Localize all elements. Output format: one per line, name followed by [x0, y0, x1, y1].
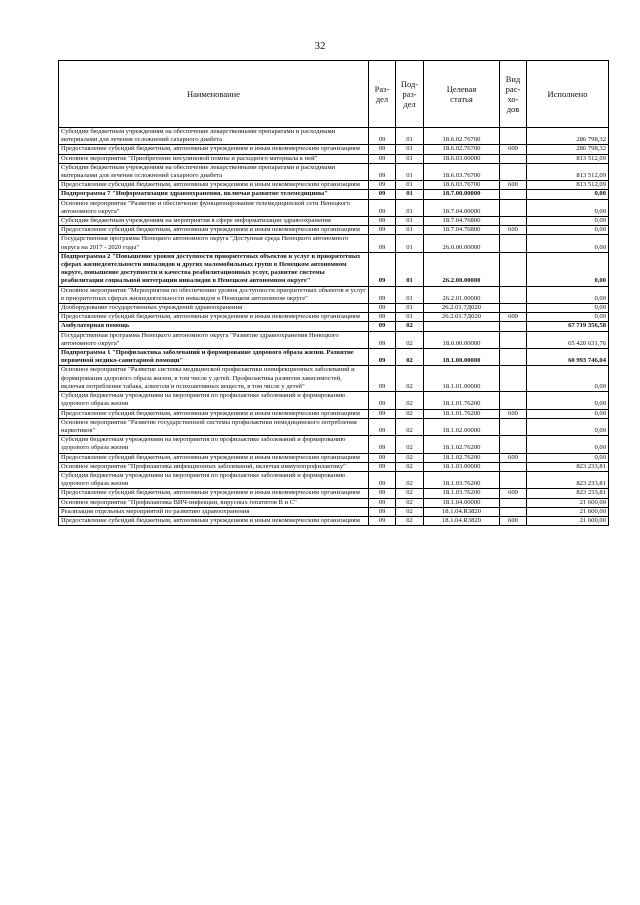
cell-target-article: 18.1.04.R3820: [424, 507, 500, 516]
cell-name: Субсидии бюджетным учреждениям на обеспечение лекарственными препаратами и расходными материалами для лечения осложнений сахарного диабета: [59, 128, 369, 145]
table-row: [59, 331, 609, 348]
cell-razdel: 09: [369, 349, 396, 366]
cell-name: Предоставление субсидий бюджетным, автономным учреждениям и иным некоммерческим организациям: [59, 313, 369, 322]
cell-razdel: 09: [369, 409, 396, 418]
cell-expense-type: 600: [500, 226, 527, 235]
cell-name: Основное мероприятие "Развитие и обеспечение функционирования телемедицинской сети Ненецкого автономного округа": [59, 199, 369, 216]
cell-expense-type: [500, 418, 527, 435]
cell-executed: 0,00: [527, 252, 609, 286]
cell-podrazdel: 01: [396, 252, 424, 286]
cell-executed: 813 512,09: [527, 163, 609, 180]
cell-expense-type: [500, 436, 527, 453]
header-vid: Вид рас- хо- дов: [500, 61, 527, 128]
table-row: [59, 217, 609, 226]
cell-razdel: 09: [369, 163, 396, 180]
cell-name: Субсидии бюджетным учреждениям на обеспечение лекарственными препаратами и расходными материалами для лечения осложнений сахарного диабета: [59, 163, 369, 180]
cell-target-article: 18.1.03.76200: [424, 471, 500, 488]
table-row: [59, 252, 609, 286]
table-row: [59, 235, 609, 252]
cell-target-article: 26.2.00.00000: [424, 252, 500, 286]
cell-razdel: 09: [369, 181, 396, 190]
cell-expense-type: [500, 235, 527, 252]
table-row: [59, 145, 609, 154]
cell-name: Амбулаторная помощь: [59, 322, 369, 331]
table-row: [59, 199, 609, 216]
cell-expense-type: [500, 286, 527, 303]
cell-executed: 823 233,81: [527, 489, 609, 498]
cell-name: Предоставление субсидий бюджетным, автономным учреждениям и иным некоммерческим организациям: [59, 409, 369, 418]
header-name: Наименование: [59, 61, 369, 128]
cell-name: Субсидия бюджетным учреждениям на мероприятия по профилактике заболеваний и формированию здорового образа жизни: [59, 392, 369, 409]
cell-executed: 21 600,00: [527, 507, 609, 516]
cell-expense-type: [500, 163, 527, 180]
cell-target-article: 18.7.00.00000: [424, 190, 500, 199]
cell-target-article: 18.1.03.76200: [424, 489, 500, 498]
cell-expense-type: [500, 498, 527, 507]
cell-podrazdel: 01: [396, 199, 424, 216]
cell-razdel: 09: [369, 453, 396, 462]
cell-podrazdel: 02: [396, 516, 424, 525]
cell-name: Предоставление субсидий бюджетным, автономным учреждениям и иным некоммерческим организациям: [59, 181, 369, 190]
table-row: [59, 462, 609, 471]
cell-razdel: 09: [369, 462, 396, 471]
cell-podrazdel: 01: [396, 145, 424, 154]
cell-executed: 21 600,00: [527, 516, 609, 525]
cell-podrazdel: 01: [396, 217, 424, 226]
cell-target-article: 18.1.04.00000: [424, 498, 500, 507]
cell-expense-type: [500, 471, 527, 488]
cell-expense-type: [500, 217, 527, 226]
cell-target-article: 18.1.02.76200: [424, 436, 500, 453]
table-row: [59, 498, 609, 507]
table-row: [59, 507, 609, 516]
cell-executed: 0,00: [527, 199, 609, 216]
cell-target-article: 18.6.03.00000: [424, 154, 500, 163]
cell-name: Основное мероприятие "Профилактика инфекционных заболеваний, включая иммунопрофилактику": [59, 462, 369, 471]
cell-podrazdel: 01: [396, 163, 424, 180]
header-executed: Исполнено: [527, 61, 609, 128]
cell-name: Основное мероприятие "Развитие государственной системы профилактики немедицинского потребления наркотиков": [59, 418, 369, 435]
cell-podrazdel: 02: [396, 418, 424, 435]
table-row: [59, 128, 609, 145]
cell-expense-type: 600: [500, 313, 527, 322]
cell-razdel: 09: [369, 418, 396, 435]
cell-executed: 0,00: [527, 286, 609, 303]
cell-target-article: 18.6.03.76700: [424, 163, 500, 180]
table-row: [59, 516, 609, 525]
cell-razdel: 09: [369, 516, 396, 525]
cell-expense-type: [500, 190, 527, 199]
cell-target-article: 18.6.02.76700: [424, 128, 500, 145]
table-row: [59, 409, 609, 418]
cell-expense-type: [500, 128, 527, 145]
cell-podrazdel: 02: [396, 436, 424, 453]
cell-expense-type: 600: [500, 145, 527, 154]
cell-executed: 0,00: [527, 453, 609, 462]
table-row: [59, 181, 609, 190]
cell-razdel: 09: [369, 190, 396, 199]
cell-target-article: 18.1.04.R3820: [424, 516, 500, 525]
cell-podrazdel: 01: [396, 286, 424, 303]
cell-executed: 823 233,81: [527, 471, 609, 488]
cell-podrazdel: 02: [396, 392, 424, 409]
cell-podrazdel: 02: [396, 322, 424, 331]
cell-razdel: 09: [369, 331, 396, 348]
cell-executed: 60 993 746,04: [527, 349, 609, 366]
cell-razdel: 09: [369, 145, 396, 154]
cell-podrazdel: 02: [396, 453, 424, 462]
cell-podrazdel: 02: [396, 462, 424, 471]
table-row: [59, 453, 609, 462]
cell-razdel: 09: [369, 217, 396, 226]
cell-razdel: 09: [369, 128, 396, 145]
cell-target-article: 18.1.02.76200: [424, 453, 500, 462]
cell-expense-type: 600: [500, 453, 527, 462]
cell-name: Реализация отдельных мероприятий по развитию здравоохранения: [59, 507, 369, 516]
cell-razdel: 09: [369, 507, 396, 516]
cell-name: Основное мероприятие "Мероприятия по обеспечению уровня доступности приоритетных объектов и услуг в приоритетных сферах жизнедеятельности инвалидов в Ненецком автономном округе": [59, 286, 369, 303]
cell-razdel: 09: [369, 313, 396, 322]
cell-expense-type: 600: [500, 489, 527, 498]
cell-expense-type: [500, 507, 527, 516]
cell-podrazdel: 01: [396, 181, 424, 190]
table-row: [59, 418, 609, 435]
cell-podrazdel: 01: [396, 235, 424, 252]
cell-executed: 0,00: [527, 304, 609, 313]
cell-executed: 65 420 631,76: [527, 331, 609, 348]
cell-executed: 813 512,09: [527, 181, 609, 190]
cell-razdel: 09: [369, 498, 396, 507]
cell-podrazdel: 01: [396, 304, 424, 313]
header-target: Целевая статья: [424, 61, 500, 128]
table-row: [59, 304, 609, 313]
cell-razdel: 09: [369, 322, 396, 331]
cell-podrazdel: 01: [396, 154, 424, 163]
cell-name: Основное мероприятие "Приобретение инсулиновой помпы и расходного материала к ней": [59, 154, 369, 163]
cell-expense-type: [500, 392, 527, 409]
table-row: [59, 366, 609, 392]
cell-expense-type: [500, 304, 527, 313]
cell-razdel: 09: [369, 436, 396, 453]
cell-target-article: 18.7.04.76800: [424, 217, 500, 226]
cell-target-article: 18.1.02.00000: [424, 418, 500, 435]
cell-podrazdel: 02: [396, 409, 424, 418]
cell-expense-type: 600: [500, 409, 527, 418]
cell-razdel: 09: [369, 471, 396, 488]
cell-name: Подпрограмма 1 "Профилактика заболеваний и формирование здорового образа жизни. Развитие первичной медико-санитарной помощи": [59, 349, 369, 366]
header-razdel: Раз- дел: [369, 61, 396, 128]
cell-target-article: 18.1.01.76200: [424, 392, 500, 409]
cell-podrazdel: 02: [396, 331, 424, 348]
cell-name: Основное мероприятие "Развитие системы медицинской профилактики неинфекционных заболеваний и формирования здорового образа жизни, в том числе у детей. Профилактика развития зависимостей, включая потребление табака, алкоголя и психоактивных веществ, в том числе у детей": [59, 366, 369, 392]
cell-executed: 0,00: [527, 436, 609, 453]
cell-name: Предоставление субсидий бюджетным, автономным учреждениям и иным некоммерческим организациям: [59, 453, 369, 462]
cell-podrazdel: 02: [396, 471, 424, 488]
cell-razdel: 09: [369, 235, 396, 252]
cell-expense-type: [500, 366, 527, 392]
cell-executed: 286 798,32: [527, 145, 609, 154]
table-row: [59, 471, 609, 488]
cell-executed: 286 798,32: [527, 128, 609, 145]
cell-executed: 0,00: [527, 217, 609, 226]
cell-name: Подпрограмма 7 "Информатизация здравоохранения, включая развитие телемедицины": [59, 190, 369, 199]
cell-expense-type: [500, 252, 527, 286]
cell-podrazdel: 02: [396, 349, 424, 366]
cell-podrazdel: 01: [396, 226, 424, 235]
cell-podrazdel: 01: [396, 190, 424, 199]
table-row: [59, 322, 609, 331]
cell-name: Субсидия бюджетным учреждениям на мероприятия по профилактике заболеваний и формированию здорового образа жизни: [59, 471, 369, 488]
cell-razdel: 09: [369, 154, 396, 163]
cell-expense-type: [500, 154, 527, 163]
cell-razdel: 09: [369, 199, 396, 216]
cell-target-article: 18.7.04.76800: [424, 226, 500, 235]
cell-expense-type: [500, 349, 527, 366]
table-row: [59, 154, 609, 163]
cell-target-article: 18.7.04.00000: [424, 199, 500, 216]
table-row: [59, 163, 609, 180]
cell-expense-type: [500, 199, 527, 216]
cell-name: Предоставление субсидий бюджетным, автономным учреждениям и иным некоммерческим организациям: [59, 226, 369, 235]
page-number: 32: [314, 40, 326, 52]
cell-podrazdel: 01: [396, 128, 424, 145]
cell-razdel: 09: [369, 366, 396, 392]
cell-podrazdel: 02: [396, 498, 424, 507]
cell-target-article: [424, 322, 500, 331]
table-row: [59, 392, 609, 409]
table-row: [59, 489, 609, 498]
cell-target-article: 18.6.02.76700: [424, 145, 500, 154]
cell-executed: 813 512,09: [527, 154, 609, 163]
cell-executed: 0,00: [527, 190, 609, 199]
cell-executed: 0,00: [527, 226, 609, 235]
cell-name: Дооборудование государственных учреждений здравоохранения: [59, 304, 369, 313]
cell-name: Основное мероприятие "Профилактика ВИЧ-инфекции, вирусных гепатитов В и С": [59, 498, 369, 507]
cell-executed: 0,00: [527, 235, 609, 252]
cell-name: Субсидии бюджетным учреждениям на мероприятия в сфере информатизации здравоохранения: [59, 217, 369, 226]
cell-name: Субсидия бюджетным учреждениям на мероприятия по профилактике заболеваний и формированию здорового образа жизни: [59, 436, 369, 453]
cell-name: Предоставление субсидий бюджетным, автономным учреждениям и иным некоммерческим организациям: [59, 145, 369, 154]
cell-expense-type: [500, 322, 527, 331]
table-row: [59, 313, 609, 322]
cell-target-article: 18.1.01.00000: [424, 366, 500, 392]
cell-executed: 0,00: [527, 366, 609, 392]
table-row: [59, 286, 609, 303]
cell-executed: 823 233,81: [527, 462, 609, 471]
cell-razdel: 09: [369, 489, 396, 498]
cell-razdel: 09: [369, 304, 396, 313]
cell-target-article: 18.6.03.76700: [424, 181, 500, 190]
cell-podrazdel: 02: [396, 366, 424, 392]
cell-name: Государственная программа Ненецкого автономного округа "Развитие здравоохранения Ненецкого автономного округа": [59, 331, 369, 348]
cell-podrazdel: 01: [396, 313, 424, 322]
table-row: [59, 190, 609, 199]
cell-executed: 0,00: [527, 313, 609, 322]
cell-target-article: 26.0.00.00000: [424, 235, 500, 252]
cell-target-article: 26.2.01.00000: [424, 286, 500, 303]
cell-target-article: 26.2.01.7Д020: [424, 304, 500, 313]
cell-executed: 0,00: [527, 418, 609, 435]
cell-expense-type: 600: [500, 516, 527, 525]
cell-executed: 0,00: [527, 392, 609, 409]
cell-target-article: 26.2.01.7Д020: [424, 313, 500, 322]
budget-table: [58, 60, 609, 526]
header-podrazdel: Под- раз- дел: [396, 61, 424, 128]
table-header-row: [59, 61, 609, 128]
cell-name: Государственная программа Ненецкого автономного округа "Доступная среда Ненецкого автономного округа на 2017 - 2020 годы": [59, 235, 369, 252]
cell-name: Предоставление субсидий бюджетным, автономным учреждениям и иным некоммерческим организациям: [59, 489, 369, 498]
table-row: [59, 436, 609, 453]
cell-razdel: 09: [369, 286, 396, 303]
cell-expense-type: [500, 331, 527, 348]
cell-podrazdel: 02: [396, 507, 424, 516]
cell-razdel: 09: [369, 226, 396, 235]
cell-podrazdel: 02: [396, 489, 424, 498]
table-row: [59, 226, 609, 235]
table-row: [59, 349, 609, 366]
cell-executed: 0,00: [527, 409, 609, 418]
cell-target-article: 18.1.00.00000: [424, 349, 500, 366]
cell-executed: 67 719 356,58: [527, 322, 609, 331]
cell-expense-type: [500, 462, 527, 471]
cell-razdel: 09: [369, 392, 396, 409]
cell-name: Предоставление субсидий бюджетным, автономным учреждениям и иным некоммерческим организациям: [59, 516, 369, 525]
cell-target-article: 18.1.01.76200: [424, 409, 500, 418]
cell-executed: 21 600,00: [527, 498, 609, 507]
cell-target-article: 18.0.00.00000: [424, 331, 500, 348]
cell-expense-type: 600: [500, 181, 527, 190]
cell-name: Подпрограмма 2 "Повышение уровня доступности приоритетных объектов и услуг в приоритетных сферах жизнедеятельности инвалидов и других маломобильных групп в Ненецком автономном округе, повышение доступности и качества реабилитационных услуг, развитие системы реабилитации социальной интеграции инвалидов в Ненецком автономном округе": [59, 252, 369, 286]
cell-razdel: 09: [369, 252, 396, 286]
cell-target-article: 18.1.03.00000: [424, 462, 500, 471]
